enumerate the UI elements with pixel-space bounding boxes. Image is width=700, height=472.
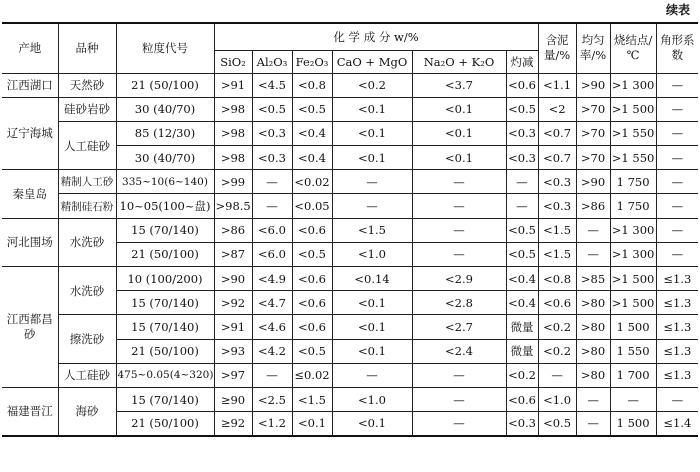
- sio2-cell: >86: [214, 218, 252, 242]
- angular-coefficient-cell: —: [656, 194, 698, 218]
- al2o3-cell: <6.0: [252, 218, 292, 242]
- grain-size-cell: 10~05(100~盘): [116, 194, 214, 218]
- fe2o3-cell: <0.05: [292, 194, 332, 218]
- cao-mgo-cell: <0.1: [332, 315, 412, 339]
- fe2o3-cell: <0.5: [292, 339, 332, 363]
- al2o3-cell: —: [252, 170, 292, 194]
- al2o3-cell: <6.0: [252, 242, 292, 266]
- mud-content-cell: <2: [538, 97, 576, 121]
- uniformity-cell: >90: [576, 170, 610, 194]
- header-al2o3: Al₂O₃: [252, 50, 292, 73]
- al2o3-cell: <4.9: [252, 267, 292, 291]
- na2o-k2o-cell: <0.1: [412, 121, 506, 145]
- header-angular-coefficient: 角形系数: [656, 23, 698, 73]
- table-row: [2, 194, 698, 218]
- mud-content-cell: <0.2: [538, 315, 576, 339]
- fe2o3-cell: <0.4: [292, 146, 332, 170]
- na2o-k2o-cell: <2.4: [412, 339, 506, 363]
- header-na2o-k2o: Na₂O + K₂O: [412, 50, 506, 73]
- origin-cell: 江西湖口: [2, 73, 58, 97]
- mud-content-cell: <0.8: [538, 267, 576, 291]
- uniformity-cell: >70: [576, 146, 610, 170]
- uniformity-cell: >70: [576, 121, 610, 145]
- mud-content-cell: <0.7: [538, 146, 576, 170]
- cao-mgo-cell: <1.5: [332, 218, 412, 242]
- sio2-cell: ≥90: [214, 387, 252, 411]
- angular-coefficient-cell: —: [656, 121, 698, 145]
- grain-size-cell: 15 (70/140): [116, 291, 214, 315]
- table-row: [2, 267, 698, 291]
- sio2-cell: >98: [214, 146, 252, 170]
- variety-cell: 精制硅石粉: [58, 194, 116, 218]
- al2o3-cell: <4.6: [252, 315, 292, 339]
- sinter-point-cell: >1 300: [610, 218, 656, 242]
- al2o3-cell: <0.3: [252, 121, 292, 145]
- cao-mgo-cell: <0.2: [332, 73, 412, 97]
- loss-on-ignition-cell: <0.5: [506, 242, 538, 266]
- sand-properties-table: [2, 22, 698, 437]
- sinter-point-cell: >1 500: [610, 267, 656, 291]
- sio2-cell: >91: [214, 73, 252, 97]
- sinter-point-cell: 1 750: [610, 170, 656, 194]
- sio2-cell: >98: [214, 97, 252, 121]
- angular-coefficient-cell: —: [656, 97, 698, 121]
- cao-mgo-cell: <0.1: [332, 146, 412, 170]
- loss-on-ignition-cell: <0.3: [506, 121, 538, 145]
- mud-content-cell: <1.5: [538, 218, 576, 242]
- al2o3-cell: <4.5: [252, 73, 292, 97]
- fe2o3-cell: <0.6: [292, 291, 332, 315]
- sinter-point-cell: >1 500: [610, 291, 656, 315]
- mud-content-cell: <1.1: [538, 73, 576, 97]
- na2o-k2o-cell: <2.7: [412, 315, 506, 339]
- origin-cell: 江西都昌砂: [2, 267, 58, 388]
- angular-coefficient-cell: —: [656, 387, 698, 411]
- na2o-k2o-cell: —: [412, 412, 506, 436]
- mud-content-cell: <1.5: [538, 242, 576, 266]
- loss-on-ignition-cell: <0.5: [506, 218, 538, 242]
- header-loss-on-ignition: 灼减: [506, 50, 538, 73]
- table-body: [2, 73, 698, 436]
- na2o-k2o-cell: —: [412, 242, 506, 266]
- na2o-k2o-cell: <2.8: [412, 291, 506, 315]
- sio2-cell: ≥92: [214, 412, 252, 436]
- fe2o3-cell: <0.6: [292, 315, 332, 339]
- mud-content-cell: <0.2: [538, 339, 576, 363]
- uniformity-cell: >70: [576, 97, 610, 121]
- uniformity-cell: >80: [576, 291, 610, 315]
- grain-size-cell: 15 (70/140): [116, 387, 214, 411]
- sinter-point-cell: 1 550: [610, 339, 656, 363]
- cao-mgo-cell: <0.1: [332, 121, 412, 145]
- cao-mgo-cell: —: [332, 194, 412, 218]
- uniformity-cell: >80: [576, 315, 610, 339]
- sio2-cell: >91: [214, 315, 252, 339]
- variety-cell: 精制人工砂: [58, 170, 116, 194]
- uniformity-cell: >85: [576, 267, 610, 291]
- sinter-point-cell: >1 500: [610, 97, 656, 121]
- cao-mgo-cell: —: [332, 170, 412, 194]
- uniformity-cell: >80: [576, 363, 610, 387]
- loss-on-ignition-cell: —: [506, 170, 538, 194]
- na2o-k2o-cell: <3.7: [412, 73, 506, 97]
- al2o3-cell: <4.7: [252, 291, 292, 315]
- sio2-cell: >93: [214, 339, 252, 363]
- angular-coefficient-cell: ≤1.3: [656, 291, 698, 315]
- origin-cell: 福建晋江: [2, 387, 58, 435]
- angular-coefficient-cell: —: [656, 146, 698, 170]
- loss-on-ignition-cell: —: [506, 194, 538, 218]
- loss-on-ignition-cell: 微量: [506, 339, 538, 363]
- sio2-cell: >92: [214, 291, 252, 315]
- sinter-point-cell: >1 550: [610, 121, 656, 145]
- mud-content-cell: <0.7: [538, 121, 576, 145]
- table-row: [2, 121, 698, 145]
- na2o-k2o-cell: —: [412, 194, 506, 218]
- loss-on-ignition-cell: 微量: [506, 315, 538, 339]
- grain-size-cell: 30 (40/70): [116, 146, 214, 170]
- continued-label: 续表: [665, 3, 690, 17]
- angular-coefficient-cell: ≤1.3: [656, 363, 698, 387]
- cao-mgo-cell: <1.0: [332, 387, 412, 411]
- loss-on-ignition-cell: <0.3: [506, 412, 538, 436]
- angular-coefficient-cell: —: [656, 242, 698, 266]
- cao-mgo-cell: <0.1: [332, 291, 412, 315]
- origin-cell: 河北围场: [2, 218, 58, 266]
- table-row: [2, 218, 698, 242]
- uniformity-cell: —: [576, 387, 610, 411]
- fe2o3-cell: <0.02: [292, 170, 332, 194]
- origin-cell: 秦皇岛: [2, 170, 58, 218]
- grain-size-cell: 10 (100/200): [116, 267, 214, 291]
- variety-cell: 硅砂岩砂: [58, 97, 116, 121]
- angular-coefficient-cell: ≤1.3: [656, 267, 698, 291]
- header-fe2o3: Fe₂O₃: [292, 50, 332, 73]
- table-row: [2, 73, 698, 97]
- header-sinter-point: 烧结点/℃: [610, 23, 656, 73]
- table-row: [2, 387, 698, 411]
- sio2-cell: >99: [214, 170, 252, 194]
- angular-coefficient-cell: ≤1.4: [656, 412, 698, 436]
- angular-coefficient-cell: ≤1.3: [656, 339, 698, 363]
- loss-on-ignition-cell: <0.6: [506, 73, 538, 97]
- mud-content-cell: <1.0: [538, 387, 576, 411]
- cao-mgo-cell: <0.1: [332, 412, 412, 436]
- mud-content-cell: <0.5: [538, 412, 576, 436]
- sinter-point-cell: 1 500: [610, 412, 656, 436]
- na2o-k2o-cell: —: [412, 218, 506, 242]
- loss-on-ignition-cell: <0.4: [506, 267, 538, 291]
- variety-cell: 擦洗砂: [58, 315, 116, 363]
- na2o-k2o-cell: —: [412, 387, 506, 411]
- uniformity-cell: —: [576, 242, 610, 266]
- mud-content-cell: <0.6: [538, 291, 576, 315]
- al2o3-cell: <1.2: [252, 412, 292, 436]
- grain-size-cell: 21 (50/100): [116, 73, 214, 97]
- al2o3-cell: <0.5: [252, 97, 292, 121]
- sinter-point-cell: >1 300: [610, 73, 656, 97]
- angular-coefficient-cell: ≤1.3: [656, 315, 698, 339]
- variety-cell: 人工硅砂: [58, 121, 116, 169]
- grain-size-cell: 15 (70/140): [116, 315, 214, 339]
- na2o-k2o-cell: <2.9: [412, 267, 506, 291]
- variety-cell: 人工硅砂: [58, 363, 116, 387]
- table-row: [2, 170, 698, 194]
- loss-on-ignition-cell: <0.3: [506, 146, 538, 170]
- angular-coefficient-cell: —: [656, 73, 698, 97]
- grain-size-cell: 15 (70/140): [116, 218, 214, 242]
- fe2o3-cell: <0.1: [292, 412, 332, 436]
- uniformity-cell: —: [576, 412, 610, 436]
- sinter-point-cell: —: [610, 387, 656, 411]
- fe2o3-cell: <0.6: [292, 267, 332, 291]
- header-origin: 产地: [2, 23, 58, 73]
- header-mud-content: 含泥量/%: [538, 23, 576, 73]
- mud-content-cell: <0.3: [538, 194, 576, 218]
- cao-mgo-cell: <1.0: [332, 242, 412, 266]
- sinter-point-cell: 1 500: [610, 315, 656, 339]
- variety-cell: 海砂: [58, 387, 116, 435]
- grain-size-cell: 21 (50/100): [116, 339, 214, 363]
- header-grain: 粒度代号: [116, 23, 214, 73]
- variety-cell: 水洗砂: [58, 267, 116, 315]
- header-cao-mgo: CaO + MgO: [332, 50, 412, 73]
- fe2o3-cell: <0.5: [292, 242, 332, 266]
- variety-cell: 水洗砂: [58, 218, 116, 266]
- fe2o3-cell: <0.6: [292, 218, 332, 242]
- mud-content-cell: <0.3: [538, 170, 576, 194]
- angular-coefficient-cell: —: [656, 170, 698, 194]
- grain-size-cell: 335~10(6~140): [116, 170, 214, 194]
- angular-coefficient-cell: —: [656, 218, 698, 242]
- sio2-cell: >98.5: [214, 194, 252, 218]
- na2o-k2o-cell: —: [412, 170, 506, 194]
- header-sio2: SiO₂: [214, 50, 252, 73]
- sio2-cell: >98: [214, 121, 252, 145]
- uniformity-cell: >80: [576, 339, 610, 363]
- al2o3-cell: <4.2: [252, 339, 292, 363]
- table-row: [2, 315, 698, 339]
- uniformity-cell: >90: [576, 73, 610, 97]
- cao-mgo-cell: <0.1: [332, 97, 412, 121]
- grain-size-cell: 21 (50/100): [116, 242, 214, 266]
- fe2o3-cell: <1.5: [292, 387, 332, 411]
- origin-cell: 辽宁海城: [2, 97, 58, 170]
- al2o3-cell: —: [252, 194, 292, 218]
- header-uniformity: 均匀率/%: [576, 23, 610, 73]
- loss-on-ignition-cell: <0.4: [506, 291, 538, 315]
- cao-mgo-cell: <0.1: [332, 339, 412, 363]
- cao-mgo-cell: <0.14: [332, 267, 412, 291]
- fe2o3-cell: <0.4: [292, 121, 332, 145]
- al2o3-cell: <2.5: [252, 387, 292, 411]
- sio2-cell: >90: [214, 267, 252, 291]
- grain-size-cell: 85 (12/30): [116, 121, 214, 145]
- sio2-cell: >87: [214, 242, 252, 266]
- sinter-point-cell: 1 700: [610, 363, 656, 387]
- mud-content-cell: —: [538, 363, 576, 387]
- loss-on-ignition-cell: <0.2: [506, 363, 538, 387]
- uniformity-cell: —: [576, 218, 610, 242]
- sinter-point-cell: >1 550: [610, 146, 656, 170]
- grain-size-cell: 21 (50/100): [116, 412, 214, 436]
- variety-cell: 天然砂: [58, 73, 116, 97]
- uniformity-cell: >86: [576, 194, 610, 218]
- sio2-cell: >97: [214, 363, 252, 387]
- sinter-point-cell: >1 300: [610, 242, 656, 266]
- fe2o3-cell: ≤0.02: [292, 363, 332, 387]
- table-row: [2, 97, 698, 121]
- grain-size-cell: 30 (40/70): [116, 97, 214, 121]
- grain-size-cell: 475~0.05(4~320): [116, 363, 214, 387]
- header-chemical-composition: 化 学 成 分 w/%: [214, 23, 538, 50]
- fe2o3-cell: <0.5: [292, 97, 332, 121]
- na2o-k2o-cell: <0.1: [412, 146, 506, 170]
- loss-on-ignition-cell: <0.6: [506, 387, 538, 411]
- header-variety: 品种: [58, 23, 116, 73]
- sinter-point-cell: 1 750: [610, 194, 656, 218]
- fe2o3-cell: <0.8: [292, 73, 332, 97]
- na2o-k2o-cell: —: [412, 363, 506, 387]
- al2o3-cell: —: [252, 363, 292, 387]
- cao-mgo-cell: —: [332, 363, 412, 387]
- table-row: [2, 363, 698, 387]
- al2o3-cell: <0.3: [252, 146, 292, 170]
- na2o-k2o-cell: <0.1: [412, 97, 506, 121]
- loss-on-ignition-cell: <0.5: [506, 97, 538, 121]
